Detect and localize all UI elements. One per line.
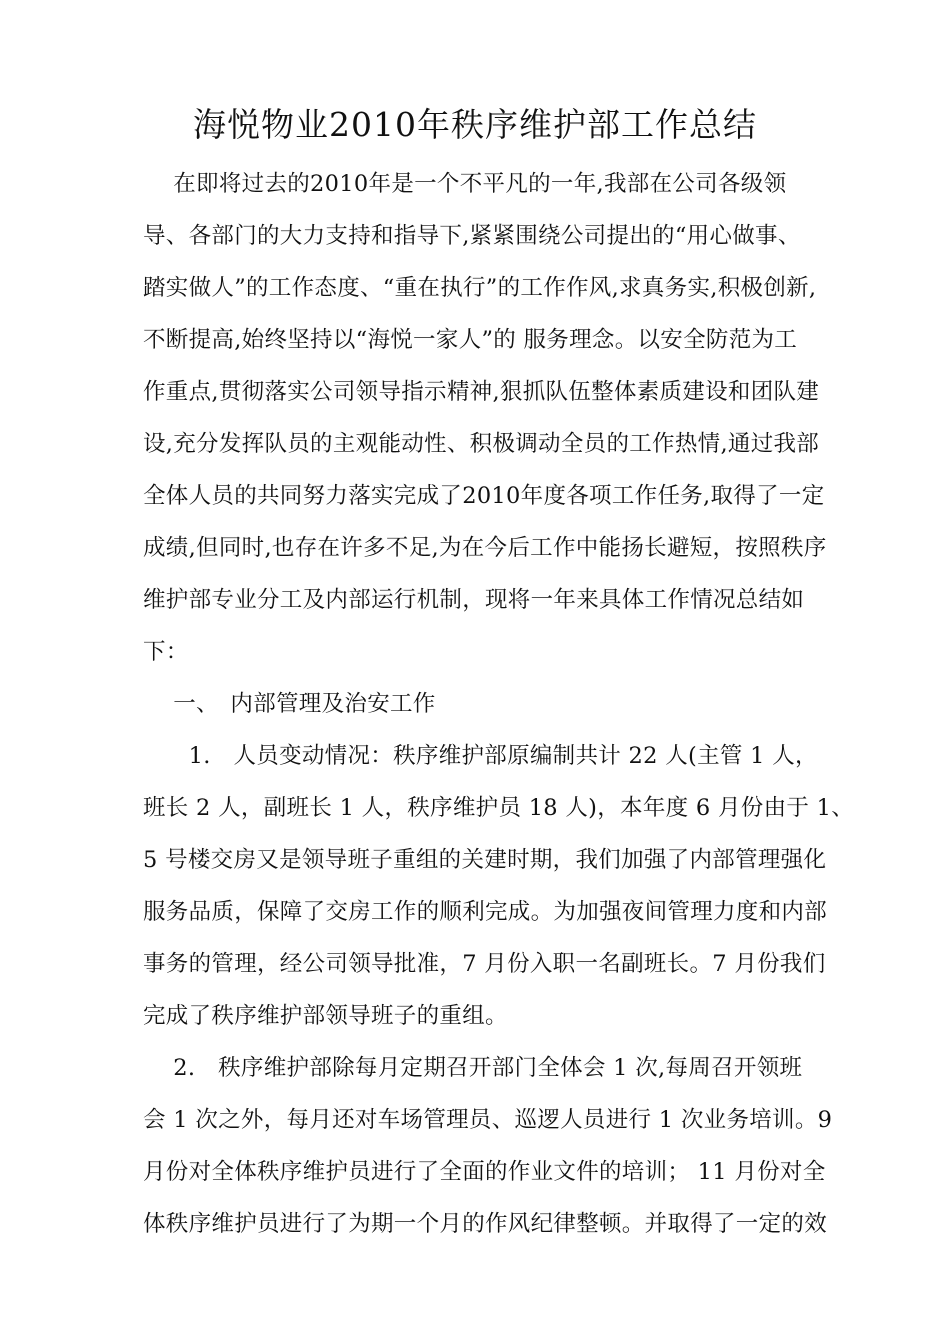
paragraph-line: 不断提高,始终坚持以“海悦一家人”的 服务理念。以安全防范为工 <box>143 327 798 353</box>
paragraph-line: 体秩序维护员进行了为期一个月的作风纪律整顿。并取得了一定的效 <box>143 1211 828 1237</box>
paragraph-line: 服务品质，保障了交房工作的顺利完成。为加强夜间管理力度和内部 <box>143 899 828 925</box>
document-title: 海悦物业2010年秩序维护部工作总结 <box>193 105 757 144</box>
paragraph-line: 维护部专业分工及内部运行机制，现将一年来具体工作情况总结如 <box>143 587 805 613</box>
paragraph-line: 全体人员的共同努力落实完成了2010年度各项工作任务,取得了一定 <box>143 483 825 509</box>
paragraph-line: 月份对全体秩序维护员进行了全面的作业文件的培训； 11 月份对全 <box>143 1159 826 1185</box>
paragraph-line: 事务的管理，经公司领导批准，7 月份入职一名副班长。7 月份我们 <box>143 951 826 977</box>
paragraph-line: 2. 秩序维护部除每月定期召开部门全体会 1 次,每周召开领班 <box>143 1055 803 1081</box>
paragraph-line: 作重点,贯彻落实公司领导指示精神,狠抓队伍整体素质建设和团队建 <box>143 379 820 405</box>
paragraph-line: 5 号楼交房又是领导班子重组的关建时期，我们加强了内部管理强化 <box>143 847 827 873</box>
section-heading: 一、 内部管理及治安工作 <box>143 691 436 717</box>
paragraph-line: 班长 2 人，副班长 1 人，秩序维护员 18 人)，本年度 6 月份由于 1、 <box>143 795 855 821</box>
paragraph-line: 1. 人员变动情况：秩序维护部原编制共计 22 人(主管 1 人， <box>143 743 818 769</box>
paragraph-line: 会 1 次之外，每月还对车场管理员、巡逻人员进行 1 次业务培训。9 <box>143 1107 833 1133</box>
paragraph-line: 在即将过去的2010年是一个不平凡的一年,我部在公司各级领 <box>143 171 787 197</box>
paragraph-line: 导、各部门的大力支持和指导下,紧紧围绕公司提出的“用心做事、 <box>143 223 801 249</box>
paragraph-line: 完成了秩序维护部领导班子的重组。 <box>143 1003 508 1029</box>
paragraph-line: 下： <box>143 639 189 665</box>
paragraph-line: 踏实做人”的工作态度、“重在执行”的工作作风,求真务实,积极创新, <box>143 275 817 301</box>
paragraph-line: 成绩,但同时,也存在许多不足,为在今后工作中能扬长避短，按照秩序 <box>143 535 827 561</box>
paragraph-line: 设,充分发挥队员的主观能动性、积极调动全员的工作热情,通过我部 <box>143 431 820 457</box>
